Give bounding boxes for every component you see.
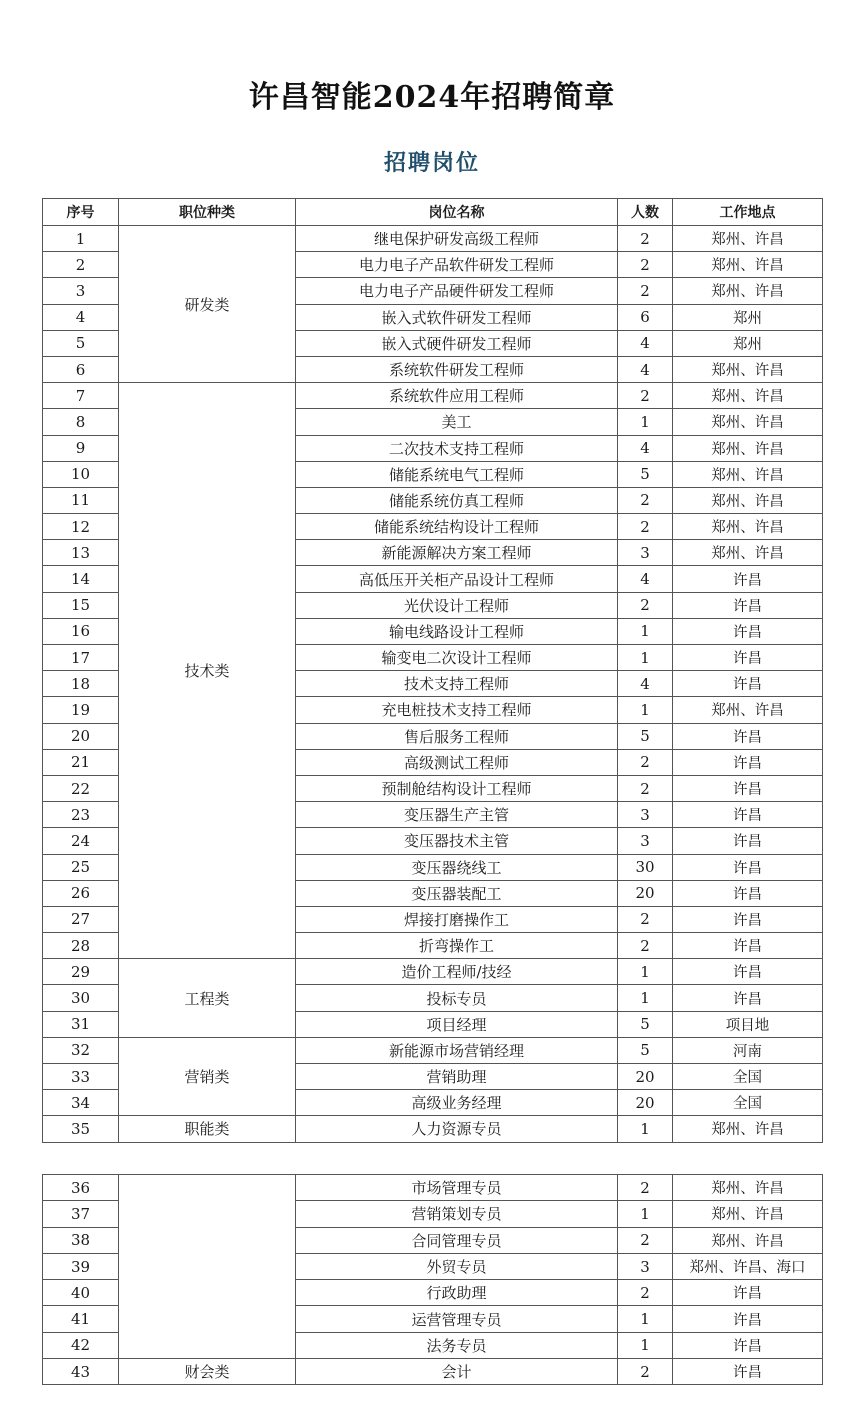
table-row xyxy=(43,383,823,409)
cell-count: 2 xyxy=(618,278,673,304)
cell-position: 高级测试工程师 xyxy=(296,749,618,775)
cell-count: 2 xyxy=(618,933,673,959)
cell-no: 43 xyxy=(43,1359,119,1385)
cell-position: 储能系统仿真工程师 xyxy=(296,487,618,513)
cell-location: 许昌 xyxy=(673,828,823,854)
cell-position: 新能源市场营销经理 xyxy=(296,1037,618,1063)
cell-location: 郑州、许昌 xyxy=(673,1227,823,1253)
jobs-table-continued xyxy=(42,1174,823,1385)
cell-location: 全国 xyxy=(673,1090,823,1116)
cell-no: 9 xyxy=(43,435,119,461)
cell-location: 许昌 xyxy=(673,854,823,880)
cell-no: 18 xyxy=(43,671,119,697)
cell-no: 38 xyxy=(43,1227,119,1253)
cell-category: 技术类 xyxy=(119,383,296,959)
cell-position: 市场管理专员 xyxy=(296,1175,618,1201)
cell-position: 人力资源专员 xyxy=(296,1116,618,1142)
cell-count: 4 xyxy=(618,566,673,592)
cell-count: 4 xyxy=(618,356,673,382)
cell-count: 2 xyxy=(618,906,673,932)
cell-count: 1 xyxy=(618,645,673,671)
cell-count: 1 xyxy=(618,618,673,644)
cell-position: 造价工程师/技经 xyxy=(296,959,618,985)
cell-no: 22 xyxy=(43,775,119,801)
cell-count: 2 xyxy=(618,226,673,252)
cell-location: 许昌 xyxy=(673,749,823,775)
cell-position: 项目经理 xyxy=(296,1011,618,1037)
cell-no: 2 xyxy=(43,252,119,278)
cell-position: 电力电子产品软件研发工程师 xyxy=(296,252,618,278)
cell-position: 充电桩技术支持工程师 xyxy=(296,697,618,723)
cell-no: 41 xyxy=(43,1306,119,1332)
cell-no: 10 xyxy=(43,461,119,487)
cell-count: 2 xyxy=(618,1280,673,1306)
cell-position: 系统软件应用工程师 xyxy=(296,383,618,409)
cell-position: 嵌入式硬件研发工程师 xyxy=(296,330,618,356)
cell-position: 售后服务工程师 xyxy=(296,723,618,749)
cell-location: 郑州 xyxy=(673,304,823,330)
cell-location: 郑州、许昌 xyxy=(673,409,823,435)
cell-no: 40 xyxy=(43,1280,119,1306)
cell-location: 郑州、许昌 xyxy=(673,514,823,540)
cell-category: 研发类 xyxy=(119,226,296,383)
cell-location: 许昌 xyxy=(673,1306,823,1332)
table-row xyxy=(43,1359,823,1385)
page-title: 许昌智能2024年招聘简章 xyxy=(248,80,616,115)
cell-no: 24 xyxy=(43,828,119,854)
cell-no: 3 xyxy=(43,278,119,304)
cell-no: 11 xyxy=(43,487,119,513)
cell-no: 6 xyxy=(43,356,119,382)
cell-category: 职能类 xyxy=(119,1116,296,1142)
cell-position: 变压器装配工 xyxy=(296,880,618,906)
cell-no: 19 xyxy=(43,697,119,723)
cell-location: 郑州、许昌 xyxy=(673,356,823,382)
table-row xyxy=(43,1116,823,1142)
cell-count: 2 xyxy=(618,1227,673,1253)
cell-location: 许昌 xyxy=(673,906,823,932)
cell-position: 新能源解决方案工程师 xyxy=(296,540,618,566)
cell-location: 郑州、许昌 xyxy=(673,540,823,566)
cell-count: 2 xyxy=(618,749,673,775)
table-row xyxy=(43,959,823,985)
cell-position: 二次技术支持工程师 xyxy=(296,435,618,461)
cell-no: 1 xyxy=(43,226,119,252)
cell-location: 许昌 xyxy=(673,933,823,959)
cell-no: 15 xyxy=(43,592,119,618)
cell-position: 预制舱结构设计工程师 xyxy=(296,775,618,801)
cell-count: 2 xyxy=(618,514,673,540)
cell-count: 1 xyxy=(618,985,673,1011)
cell-count: 5 xyxy=(618,1011,673,1037)
cell-location: 郑州、许昌 xyxy=(673,1175,823,1201)
cell-no: 36 xyxy=(43,1175,119,1201)
cell-category: 财会类 xyxy=(119,1359,296,1385)
cell-count: 20 xyxy=(618,880,673,906)
cell-count: 1 xyxy=(618,959,673,985)
cell-count: 3 xyxy=(618,540,673,566)
cell-location: 许昌 xyxy=(673,671,823,697)
cell-count: 1 xyxy=(618,1116,673,1142)
cell-location: 郑州、许昌 xyxy=(673,435,823,461)
cell-location: 许昌 xyxy=(673,775,823,801)
cell-no: 4 xyxy=(43,304,119,330)
cell-position: 高低压开关柜产品设计工程师 xyxy=(296,566,618,592)
cell-position: 会计 xyxy=(296,1359,618,1385)
cell-position: 运营管理专员 xyxy=(296,1306,618,1332)
header-no: 序号 xyxy=(43,199,119,226)
cell-position: 电力电子产品硬件研发工程师 xyxy=(296,278,618,304)
cell-location: 郑州、许昌 xyxy=(673,226,823,252)
header-location: 工作地点 xyxy=(673,199,823,226)
cell-location: 郑州、许昌 xyxy=(673,461,823,487)
cell-location: 河南 xyxy=(673,1037,823,1063)
cell-position: 美工 xyxy=(296,409,618,435)
cell-position: 嵌入式软件研发工程师 xyxy=(296,304,618,330)
cell-no: 5 xyxy=(43,330,119,356)
cell-count: 3 xyxy=(618,828,673,854)
cell-location: 许昌 xyxy=(673,723,823,749)
section-subtitle: 招聘岗位 xyxy=(383,150,480,176)
cell-no: 16 xyxy=(43,618,119,644)
cell-position: 变压器绕线工 xyxy=(296,854,618,880)
cell-position: 高级业务经理 xyxy=(296,1090,618,1116)
cell-count: 2 xyxy=(618,487,673,513)
header-category: 职位种类 xyxy=(119,199,296,226)
cell-no: 17 xyxy=(43,645,119,671)
cell-location: 许昌 xyxy=(673,592,823,618)
table-row xyxy=(43,1037,823,1063)
cell-count: 2 xyxy=(618,1175,673,1201)
cell-position: 输电线路设计工程师 xyxy=(296,618,618,644)
cell-position: 技术支持工程师 xyxy=(296,671,618,697)
cell-count: 5 xyxy=(618,1037,673,1063)
cell-position: 输变电二次设计工程师 xyxy=(296,645,618,671)
table-row xyxy=(43,1175,823,1201)
cell-no: 25 xyxy=(43,854,119,880)
cell-count: 1 xyxy=(618,1332,673,1358)
cell-count: 1 xyxy=(618,1201,673,1227)
jobs-table xyxy=(42,198,823,1143)
cell-count: 5 xyxy=(618,723,673,749)
cell-position: 行政助理 xyxy=(296,1280,618,1306)
cell-category xyxy=(119,1175,296,1359)
cell-count: 2 xyxy=(618,1359,673,1385)
cell-count: 1 xyxy=(618,409,673,435)
cell-no: 29 xyxy=(43,959,119,985)
cell-position: 系统软件研发工程师 xyxy=(296,356,618,382)
cell-count: 20 xyxy=(618,1064,673,1090)
cell-location: 郑州、许昌、海口 xyxy=(673,1253,823,1279)
cell-location: 许昌 xyxy=(673,1359,823,1385)
cell-position: 合同管理专员 xyxy=(296,1227,618,1253)
cell-count: 4 xyxy=(618,435,673,461)
cell-location: 许昌 xyxy=(673,645,823,671)
cell-position: 储能系统结构设计工程师 xyxy=(296,514,618,540)
cell-position: 变压器技术主管 xyxy=(296,828,618,854)
cell-location: 郑州、许昌 xyxy=(673,1201,823,1227)
cell-position: 焊接打磨操作工 xyxy=(296,906,618,932)
cell-count: 20 xyxy=(618,1090,673,1116)
cell-location: 许昌 xyxy=(673,985,823,1011)
cell-no: 30 xyxy=(43,985,119,1011)
cell-no: 31 xyxy=(43,1011,119,1037)
cell-category: 营销类 xyxy=(119,1037,296,1116)
cell-location: 郑州、许昌 xyxy=(673,252,823,278)
cell-no: 13 xyxy=(43,540,119,566)
cell-no: 26 xyxy=(43,880,119,906)
cell-location: 郑州、许昌 xyxy=(673,697,823,723)
cell-no: 7 xyxy=(43,383,119,409)
cell-count: 2 xyxy=(618,383,673,409)
cell-count: 4 xyxy=(618,671,673,697)
cell-position: 投标专员 xyxy=(296,985,618,1011)
cell-location: 许昌 xyxy=(673,566,823,592)
cell-location: 许昌 xyxy=(673,959,823,985)
table-row xyxy=(43,226,823,252)
cell-position: 变压器生产主管 xyxy=(296,802,618,828)
cell-location: 许昌 xyxy=(673,880,823,906)
cell-count: 4 xyxy=(618,330,673,356)
cell-count: 1 xyxy=(618,697,673,723)
cell-location: 许昌 xyxy=(673,802,823,828)
cell-category: 工程类 xyxy=(119,959,296,1038)
cell-count: 6 xyxy=(618,304,673,330)
cell-location: 许昌 xyxy=(673,1332,823,1358)
table-header-row xyxy=(43,199,823,226)
cell-no: 33 xyxy=(43,1064,119,1090)
cell-no: 34 xyxy=(43,1090,119,1116)
cell-no: 27 xyxy=(43,906,119,932)
cell-no: 12 xyxy=(43,514,119,540)
cell-location: 郑州、许昌 xyxy=(673,278,823,304)
cell-location: 项目地 xyxy=(673,1011,823,1037)
cell-count: 3 xyxy=(618,802,673,828)
cell-no: 35 xyxy=(43,1116,119,1142)
cell-position: 法务专员 xyxy=(296,1332,618,1358)
cell-position: 折弯操作工 xyxy=(296,933,618,959)
cell-location: 郑州、许昌 xyxy=(673,487,823,513)
cell-count: 30 xyxy=(618,854,673,880)
cell-position: 继电保护研发高级工程师 xyxy=(296,226,618,252)
cell-no: 39 xyxy=(43,1253,119,1279)
cell-no: 28 xyxy=(43,933,119,959)
cell-no: 14 xyxy=(43,566,119,592)
cell-no: 32 xyxy=(43,1037,119,1063)
cell-location: 郑州、许昌 xyxy=(673,383,823,409)
cell-count: 1 xyxy=(618,1306,673,1332)
cell-location: 郑州 xyxy=(673,330,823,356)
cell-position: 营销策划专员 xyxy=(296,1201,618,1227)
cell-no: 8 xyxy=(43,409,119,435)
cell-no: 21 xyxy=(43,749,119,775)
cell-position: 光伏设计工程师 xyxy=(296,592,618,618)
cell-location: 全国 xyxy=(673,1064,823,1090)
cell-count: 3 xyxy=(618,1253,673,1279)
cell-location: 许昌 xyxy=(673,1280,823,1306)
cell-location: 许昌 xyxy=(673,618,823,644)
cell-position: 储能系统电气工程师 xyxy=(296,461,618,487)
header-position: 岗位名称 xyxy=(296,199,618,226)
cell-count: 2 xyxy=(618,252,673,278)
cell-no: 23 xyxy=(43,802,119,828)
cell-count: 2 xyxy=(618,775,673,801)
cell-location: 郑州、许昌 xyxy=(673,1116,823,1142)
header-count: 人数 xyxy=(618,199,673,226)
cell-position: 外贸专员 xyxy=(296,1253,618,1279)
cell-position: 营销助理 xyxy=(296,1064,618,1090)
cell-no: 37 xyxy=(43,1201,119,1227)
cell-count: 2 xyxy=(618,592,673,618)
cell-no: 20 xyxy=(43,723,119,749)
cell-no: 42 xyxy=(43,1332,119,1358)
cell-count: 5 xyxy=(618,461,673,487)
